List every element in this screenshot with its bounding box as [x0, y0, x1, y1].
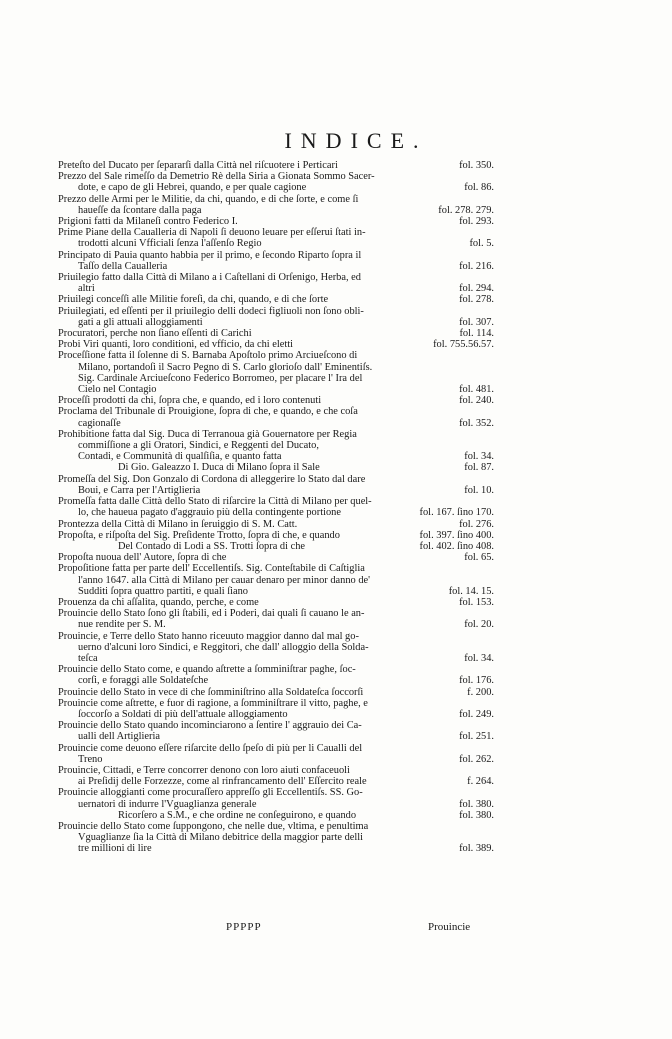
entry-line: [58, 530, 494, 541]
entry-line: [58, 328, 494, 339]
index-entry: [58, 597, 494, 608]
entry-line: [58, 631, 494, 642]
folio-reference: fol. 293.: [459, 216, 494, 228]
entry-line: [58, 687, 494, 698]
entry-text: Taſſo della Caualleria: [78, 260, 168, 272]
index-entry: [58, 160, 494, 171]
folio-reference: fol. 276.: [459, 518, 494, 530]
index-entry: [58, 664, 494, 686]
index-entry: [58, 227, 494, 249]
folio-reference: fol. 380.: [459, 809, 494, 821]
entry-text: lo, che haueua pagato d'aggrauio più della contingente portione: [78, 507, 341, 519]
entry-text: Proceſſione fatta il ſolenne di S. Barnaba Apoſtolo primo Arciueſcono di: [58, 350, 358, 362]
folio-reference: fol. 176.: [459, 675, 494, 687]
index-entry: [58, 194, 494, 216]
entry-line: [58, 216, 494, 227]
index-entry: [58, 552, 494, 563]
index-entry: [58, 687, 494, 698]
entry-line: [58, 507, 494, 518]
folio-reference: fol. 249.: [459, 708, 494, 720]
entry-line: [58, 642, 494, 653]
index-entry: [58, 474, 494, 496]
folio-reference: fol. 5.: [469, 238, 494, 250]
index-entry: [58, 306, 494, 328]
index-entries: [58, 160, 494, 855]
entry-text: corſi, e foraggi alle Soldateſche: [78, 675, 209, 687]
index-entry: [58, 294, 494, 305]
entry-line: [58, 406, 494, 417]
entry-line: [58, 743, 494, 754]
entry-line: [58, 205, 494, 216]
entry-text: Prime Piane della Caualleria di Napoli ſi deuono leuare per eſſerui ſtati in-: [58, 227, 366, 239]
folio-reference: fol. 167. ſino 170.: [419, 507, 494, 519]
index-entry: [58, 698, 494, 720]
entry-text: uerno d'alcuni loro Sindici, e Reggitori, che dall' alloggio della Solda-: [78, 641, 369, 653]
entry-text: Priuilegiati, ed eſſenti per il priuilegio delli dodeci figliuoli non ſono obli-: [58, 305, 364, 317]
folio-reference: f. 264.: [467, 776, 494, 788]
entry-text: Procuratori, perche non ſiano eſſenti di Carichi: [58, 328, 252, 340]
entry-line: [58, 440, 494, 451]
entry-text: Prezzo del Sale rimeſſo da Demetrio Rè della Siria a Gionata Sommo Sacer-: [58, 171, 375, 183]
folio-reference: fol. 294.: [459, 283, 494, 295]
entry-line: [58, 552, 494, 563]
folio-reference: fol. 352.: [459, 417, 494, 429]
entry-text: Prouincie dello Stato quando incominciarono a ſentire l' aggrauio dei Ca-: [58, 720, 362, 732]
entry-line: [58, 597, 494, 608]
entry-line: [58, 272, 494, 283]
entry-line: [58, 429, 494, 440]
index-entry: [58, 765, 494, 787]
entry-line: [58, 317, 494, 328]
entry-line: [58, 261, 494, 272]
entry-text: Prouincie dello Stato ſono gli ſtabili, ed i Poderi, dai quali ſi cauano le an-: [58, 608, 365, 620]
entry-text: nue rendite per S. M.: [78, 619, 166, 631]
entry-text: Prouenza da chi aſſalita, quando, perche, e come: [58, 596, 259, 608]
folio-reference: fol. 34.: [464, 652, 494, 664]
folio-reference: fol. 153.: [459, 596, 494, 608]
index-entry: [58, 350, 494, 395]
folio-reference: fol. 34.: [464, 451, 494, 463]
entry-text: commiſſione a gli Oratori, Sindici, e Reggenti del Ducato,: [78, 440, 319, 452]
folio-reference: fol. 402. ſino 408.: [419, 540, 494, 552]
entry-text: Proclama del Tribunale di Prouigione, ſopra di che, e quando, e che coſa: [58, 406, 358, 418]
entry-text: Prouincie dello Stato in vece di che ſomminiſtrino alla Soldateſca ſoccorſi: [58, 686, 364, 698]
index-entry: [58, 743, 494, 765]
entry-line: [58, 238, 494, 249]
entry-text: Prontezza della Città di Milano in ſeruiggio di S. M. Catt.: [58, 518, 298, 530]
entry-line: [58, 519, 494, 530]
entry-line: [58, 799, 494, 810]
index-entry: [58, 720, 494, 742]
entry-line: [58, 810, 494, 821]
entry-text: ualli dell Artiglieria: [78, 731, 160, 743]
entry-text: Prohibitione fatta dal Sig. Duca di Terranoua già Gouernatore per Regia: [58, 428, 357, 440]
entry-line: [58, 787, 494, 798]
entry-line: [58, 843, 494, 854]
entry-text: tre millioni di lire: [78, 843, 152, 855]
entry-text: Ricorſero a S.M., e che ordine ne conſeguirono, e quando: [118, 809, 357, 821]
entry-line: [58, 698, 494, 709]
entry-text: Sudditi ſopra quattro partiti, e quali ſiano: [78, 585, 248, 597]
index-entry: [58, 530, 494, 541]
folio-reference: fol. 278. 279.: [438, 204, 494, 216]
index-entry: [58, 787, 494, 809]
folio-reference: fol. 251.: [459, 731, 494, 743]
index-entry: [58, 429, 494, 463]
entry-text: Del Contado di Lodi a SS. Trotti ſopra di che: [118, 540, 306, 552]
entry-line: [58, 575, 494, 586]
entry-text: Vguaglianze ſia la Città di Milano debitrice della maggior parte delli: [78, 832, 364, 844]
entry-line: [58, 194, 494, 205]
entry-line: [58, 384, 494, 395]
entry-text: dote, e capo de gli Hebrei, quando, e per quale cagione: [78, 182, 307, 194]
entry-text: Promeſſa fatta dalle Città dello Stato di riſarcire la Città di Milano per quel-: [58, 496, 372, 508]
entry-text: Contadi, e Communità di qualſiſia, e quanto fatta: [78, 451, 282, 463]
entry-text: Prigioni fatti da Milaneſi contro Federico I.: [58, 216, 238, 228]
entry-line: [58, 664, 494, 675]
entry-text: Propoſitione fatta per parte dell' Eccellentiſs. Sig. Conteſtabile di Caſtiglia: [58, 563, 365, 575]
entry-line: [58, 731, 494, 742]
entry-text: Preteſto del Ducato per ſepararſi dalla Città nel riſcuotere i Perticari: [58, 160, 338, 171]
entry-line: [58, 362, 494, 373]
entry-line: [58, 294, 494, 305]
entry-text: Priuilegio fatto dalla Città di Milano a i Caſtellani di Orſenigo, Herba, ed: [58, 272, 361, 284]
entry-line: [58, 160, 494, 171]
index-entry: [58, 541, 494, 552]
folio-reference: fol. 278.: [459, 294, 494, 306]
entry-line: [58, 227, 494, 238]
entry-text: cagionaſſe: [78, 417, 121, 429]
entry-text: Treno: [78, 753, 103, 765]
entry-text: trodotti alcuni Vfficiali ſenza l'aſſenſo Regio: [78, 238, 262, 250]
entry-line: [58, 373, 494, 384]
entry-line: [58, 250, 494, 261]
index-title: INDICE.: [284, 128, 428, 153]
folio-reference: fol. 397. ſino 400.: [419, 529, 494, 541]
entry-text: Prouincie dello Stato come, e quando aſtrette a ſomminiſtrar paghe, ſoc-: [58, 664, 356, 676]
folio-reference: fol. 87.: [464, 462, 494, 474]
entry-text: Di Gio. Galeazzo I. Duca di Milano ſopra il Sale: [118, 462, 320, 474]
index-entry: [58, 406, 494, 428]
entry-line: [58, 418, 494, 429]
index-entry: [58, 216, 494, 227]
entry-text: gati a gli attuali alloggiamenti: [78, 316, 203, 328]
entry-line: [58, 182, 494, 193]
entry-line: [58, 586, 494, 597]
folio-reference: fol. 240.: [459, 395, 494, 407]
entry-text: Prouincie, Cittadi, e Terre concorrer denono con loro aiuti confaceuoli: [58, 764, 350, 776]
entry-text: Prouincie come aſtrette, e fuor di ragione, a ſomminiſtrare il vitto, paghe, e: [58, 697, 368, 709]
entry-text: Sig. Cardinale Arciueſcono Federico Borromeo, per placare l' Ira del: [78, 372, 363, 384]
catchword: Prouincie: [428, 921, 471, 933]
index-entry: [58, 810, 494, 821]
entry-line: [58, 619, 494, 630]
folio-reference: fol. 307.: [459, 316, 494, 328]
entry-text: altri: [78, 283, 95, 295]
entry-line: [58, 720, 494, 731]
entry-text: uernatori di indurre l'Vguaglianza generale: [78, 798, 257, 810]
folio-reference: fol. 14. 15.: [448, 585, 494, 597]
entry-text: Prezzo delle Armi per le Militie, da chi, quando, e di che ſorte, e come ſi: [58, 193, 359, 205]
entry-text: Propoſta nuoua dell' Autore, ſopra di che: [58, 552, 227, 564]
entry-text: l'anno 1647. alla Città di Milano per cauar denaro per minor danno de': [78, 574, 370, 586]
entry-line: [58, 563, 494, 574]
folio-reference: fol. 20.: [464, 619, 494, 631]
index-entry: [58, 395, 494, 406]
entry-text: Propoſta, e riſpoſta del Sig. Preſidente Trotto, ſopra di che, e quando: [58, 529, 340, 541]
entry-line: [58, 832, 494, 843]
entry-line: [58, 350, 494, 361]
folio-reference: fol. 86.: [464, 182, 494, 194]
folio-reference: fol. 481.: [459, 384, 494, 396]
entry-line: [58, 675, 494, 686]
entry-text: Prouincie alloggianti come procuraſſero appreſſo gli Eccellentiſs. SS. Go-: [58, 787, 363, 799]
index-entry: [58, 339, 494, 350]
entry-line: [58, 485, 494, 496]
entry-text: Cielo nel Contagio: [78, 384, 157, 396]
entry-text: Prouincie dello Stato come ſuppongono, che nelle due, vltima, e penultima: [58, 820, 369, 832]
folio-reference: fol. 114.: [459, 328, 494, 340]
index-entry: [58, 519, 494, 530]
entry-line: [58, 339, 494, 350]
entry-line: [58, 776, 494, 787]
index-entry: [58, 328, 494, 339]
index-entry: [58, 821, 494, 855]
folio-reference: fol. 216.: [459, 260, 494, 272]
entry-line: [58, 395, 494, 406]
entry-text: Milano, portandoſi il Sacro Pegno di S. Carlo glorioſo dall' Eminentiſs.: [78, 361, 373, 373]
entry-text: Principato di Pauia quanto habbia per il primo, e ſecondo Riparto ſopra il: [58, 249, 362, 261]
entry-line: [58, 709, 494, 720]
index-entry: [58, 608, 494, 630]
entry-text: haueſſe da ſcontare dalla paga: [78, 204, 202, 216]
folio-reference: fol. 380.: [459, 798, 494, 810]
entry-line: [58, 283, 494, 294]
folio-reference: fol. 262.: [459, 753, 494, 765]
index-entry: [58, 250, 494, 272]
entry-line: [58, 462, 494, 473]
entry-text: ſoccorſo a Soldati di più dell'attuale alloggiamento: [78, 708, 288, 720]
entry-text: Prouincie, e Terre dello Stato hanno riceuuto maggior danno dal mal go-: [58, 630, 359, 642]
entry-line: [58, 306, 494, 317]
entry-line: [58, 821, 494, 832]
entry-line: [58, 171, 494, 182]
entry-text: Priuilegi conceſſi alle Militie foreſi, da chi, quando, e di che ſorte: [58, 294, 329, 306]
entry-text: Boui, e Carra per l'Artiglieria: [78, 484, 201, 496]
index-entry: [58, 563, 494, 597]
entry-text: Promeſſa del Sig. Don Gonzalo di Cordona di alleggerire lo Stato dal dare: [58, 473, 366, 485]
entry-text: teſca: [78, 652, 98, 664]
entry-line: [58, 653, 494, 664]
entry-text: ai Preſidij delle Forzezze, come al rinfrancamento dell' Eſſercito reale: [78, 776, 367, 788]
index-entry: [58, 272, 494, 294]
entry-line: [58, 608, 494, 619]
entry-line: [58, 765, 494, 776]
entry-text: Prouincie come deuono eſſere riſarcite dello ſpeſo di più per li Caualli del: [58, 742, 363, 754]
entry-text: Proceſſi prodotti da chi, ſopra che, e quando, ed i loro contenuti: [58, 395, 322, 407]
folio-reference: fol. 389.: [459, 843, 494, 855]
index-entry: [58, 171, 494, 193]
folio-reference: fol. 755.56.57.: [433, 339, 494, 351]
signature-mark: PPPPP: [226, 921, 262, 933]
entry-line: [58, 754, 494, 765]
folio-reference: fol. 65.: [464, 552, 494, 564]
entry-line: [58, 451, 494, 462]
entry-line: [58, 496, 494, 507]
entry-line: [58, 474, 494, 485]
folio-reference: f. 200.: [467, 686, 494, 698]
folio-reference: fol. 350.: [459, 160, 494, 171]
index-entry: [58, 462, 494, 473]
entry-line: [58, 541, 494, 552]
index-entry: [58, 496, 494, 518]
index-entry: [58, 631, 494, 665]
entry-text: Probi Viri quanti, loro conditioni, ed vfficio, da chi eletti: [58, 339, 294, 351]
folio-reference: fol. 10.: [464, 484, 494, 496]
